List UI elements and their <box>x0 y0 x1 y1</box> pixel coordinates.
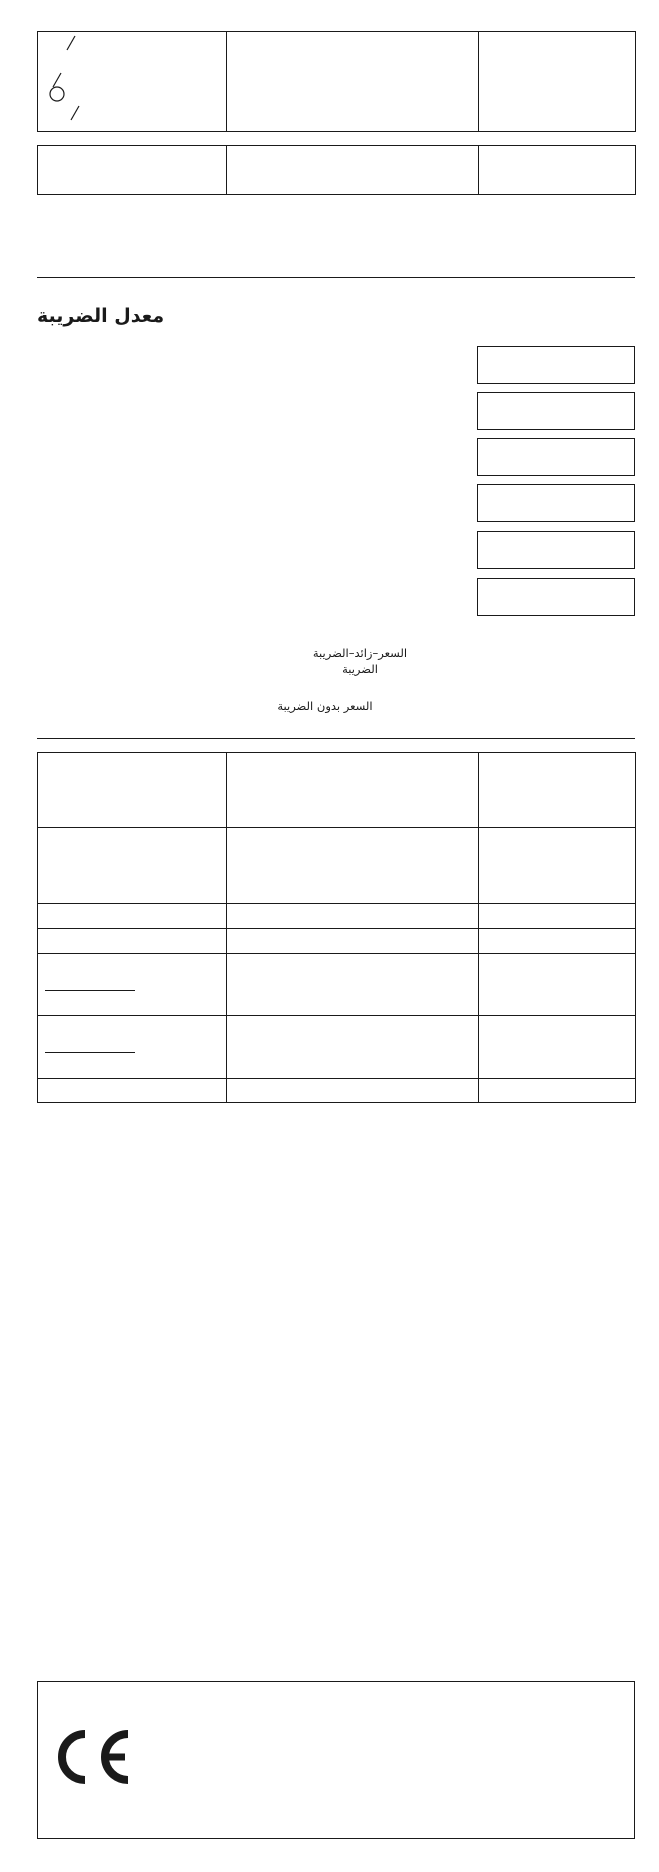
table-row <box>38 929 636 954</box>
table-cell <box>479 1016 636 1079</box>
table-cell <box>479 929 636 954</box>
table-cell <box>227 753 479 828</box>
table-cell <box>38 929 227 954</box>
tax-rate-box[interactable] <box>477 438 635 476</box>
tax-rate-box[interactable] <box>477 392 635 430</box>
table-row <box>38 828 636 904</box>
table-cell <box>479 753 636 828</box>
table-row <box>38 904 636 929</box>
table-cell <box>227 954 479 1016</box>
table-cell <box>479 904 636 929</box>
table-cell <box>227 146 479 195</box>
table-cell <box>38 753 227 828</box>
top-table <box>37 31 636 132</box>
table-cell <box>227 1079 479 1103</box>
table-row <box>38 753 636 828</box>
table-cell <box>38 146 227 195</box>
table-cell <box>38 1016 227 1079</box>
table-row <box>38 146 636 195</box>
section-divider <box>37 738 635 739</box>
table-row <box>38 32 636 132</box>
tax-rate-title: معدل الضريبة <box>37 305 165 327</box>
table-cell <box>227 904 479 929</box>
table-cell <box>38 954 227 1016</box>
slash-mark-icon <box>64 34 78 52</box>
formula-price-without-tax: السعر بدون الضريبة <box>277 699 373 713</box>
fraction-line <box>45 990 135 991</box>
fraction-line <box>45 1052 135 1053</box>
certification-box <box>37 1681 635 1839</box>
tax-rate-box[interactable] <box>477 531 635 569</box>
slash-mark-icon <box>68 104 82 122</box>
table-cell <box>227 32 479 132</box>
table-cell <box>38 32 227 132</box>
table-cell <box>38 828 227 904</box>
tax-rate-box[interactable] <box>477 346 635 384</box>
table-row <box>38 1016 636 1079</box>
main-table <box>37 752 636 1103</box>
section-divider <box>37 277 635 278</box>
table-cell <box>38 904 227 929</box>
formula-numerator: السعر–زائد–الضريبة <box>312 646 408 660</box>
table-cell <box>479 1079 636 1103</box>
table-cell <box>479 954 636 1016</box>
second-table <box>37 145 636 195</box>
table-row <box>38 954 636 1016</box>
tax-rate-box[interactable] <box>477 484 635 522</box>
table-row <box>38 1079 636 1103</box>
table-cell <box>227 828 479 904</box>
table-cell <box>479 146 636 195</box>
table-cell <box>227 929 479 954</box>
table-cell <box>38 1079 227 1103</box>
table-cell <box>479 32 636 132</box>
tax-rate-box[interactable] <box>477 578 635 616</box>
table-cell <box>479 828 636 904</box>
formula-block <box>290 645 430 677</box>
table-cell <box>227 1016 479 1079</box>
ce-mark-icon <box>51 1728 131 1786</box>
circle-mark-icon <box>48 85 66 103</box>
formula-denominator: الضريبة <box>342 662 378 676</box>
